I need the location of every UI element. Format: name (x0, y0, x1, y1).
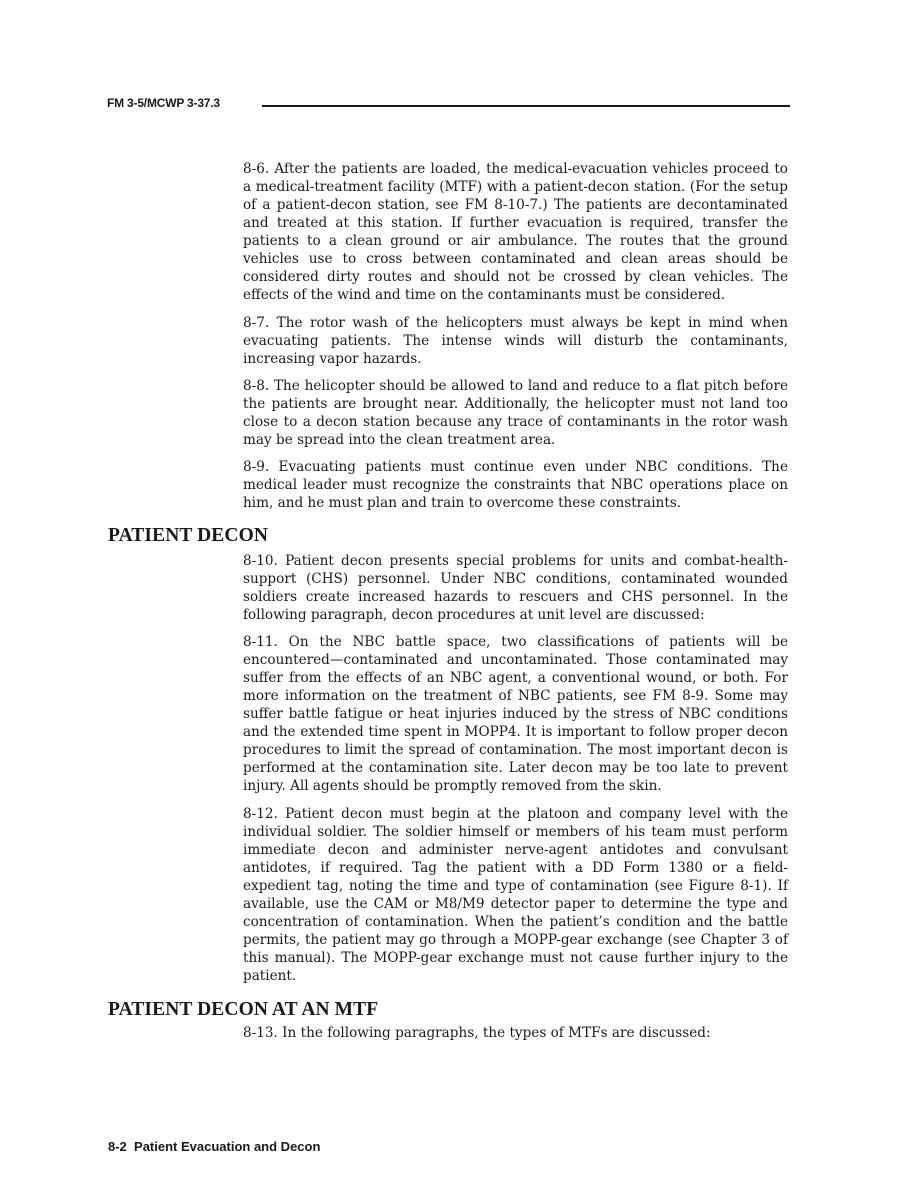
manual-number: FM 3-5/MCWP 3-37.3 (107, 96, 220, 110)
header-rule (262, 105, 790, 107)
paragraph-8-7: 8-7. The rotor wash of the helicopters must always be kept in mind when evacuating patients. The intense winds will disturb the contaminants, increasing vapor hazards. (243, 315, 788, 367)
section-heading-patient-decon: PATIENT DECON (108, 525, 269, 546)
paragraph-8-9: 8-9. Evacuating patients must continue even under NBC conditions. The medical leader must recognize the constraints that NBC operations place on him, and he must plan and train to overcome these constraints. (243, 459, 788, 511)
page-number: 8-2 (108, 1139, 127, 1154)
paragraph-8-10: 8-10. Patient decon presents special problems for units and combat-health-support (CHS) personnel. Under NBC conditions, contaminated wounded soldiers create increased hazards to rescuers and CHS personnel. In the following paragraph, decon procedures at unit level are discussed: (243, 553, 788, 623)
chapter-title: Patient Evacuation and Decon (134, 1139, 321, 1154)
paragraph-8-12: 8-12. Patient decon must begin at the platoon and company level with the individual soldier. The soldier himself or members of his team must perform immediate decon and administer nerve-agent antidotes and convulsant antidotes, if required. Tag the patient with a DD Form 1380 or a field-expedient tag, noting the time and type of contamination (see Figure 8-1). If available, use the CAM or M8/M9 detector paper to determine the type and concentration of contamination. When the patient’s condition and the battle permits, the patient may go through a MOPP-gear exchange (see Chapter 3 of this manual). The MOPP-gear exchange must not cause further injury to the patient. (243, 806, 788, 984)
paragraph-8-6: 8-6. After the patients are loaded, the medical-evacuation vehicles proceed to a medical-treatment facility (MTF) with a patient-decon station. (For the setup of a patient-decon station, see FM 8-10-7.) The patients are decontaminated and treated at this station. If further evacuation is required, transfer the patients to a clean ground or air ambulance. The routes that the ground vehicles use to cross between contaminated and clean areas should be considered dirty routes and should not be crossed by clean vehicles. The effects of the wind and time on the contaminants must be considered. (243, 161, 788, 303)
section-heading-patient-decon-at-mtf: PATIENT DECON AT AN MTF (108, 999, 379, 1020)
running-header (107, 96, 790, 116)
paragraph-8-11: 8-11. On the NBC battle space, two classifications of patients will be encountered—contaminated and uncontaminated. Those contaminated may suffer from the effects of an NBC agent, a conventional wound, or both. For more information on the treatment of NBC patients, see FM 8-9. Some may suffer battle fatigue or heat injuries induced by the stress of NBC conditions and the extended time spent in MOPP4. It is important to follow proper decon procedures to limit the spread of contamination. The most important decon is performed at the contamination site. Later decon may be too late to prevent injury. All agents should be promptly removed from the skin. (243, 634, 788, 794)
page-footer (108, 1139, 320, 1154)
paragraph-8-13: 8-13. In the following paragraphs, the types of MTFs are discussed: (243, 1025, 711, 1041)
paragraph-8-8: 8-8. The helicopter should be allowed to land and reduce to a flat pitch before the patients are brought near. Additionally, the helicopter must not land too close to a decon station because any trace of contaminants in the rotor wash may be spread into the clean treatment area. (243, 378, 788, 448)
